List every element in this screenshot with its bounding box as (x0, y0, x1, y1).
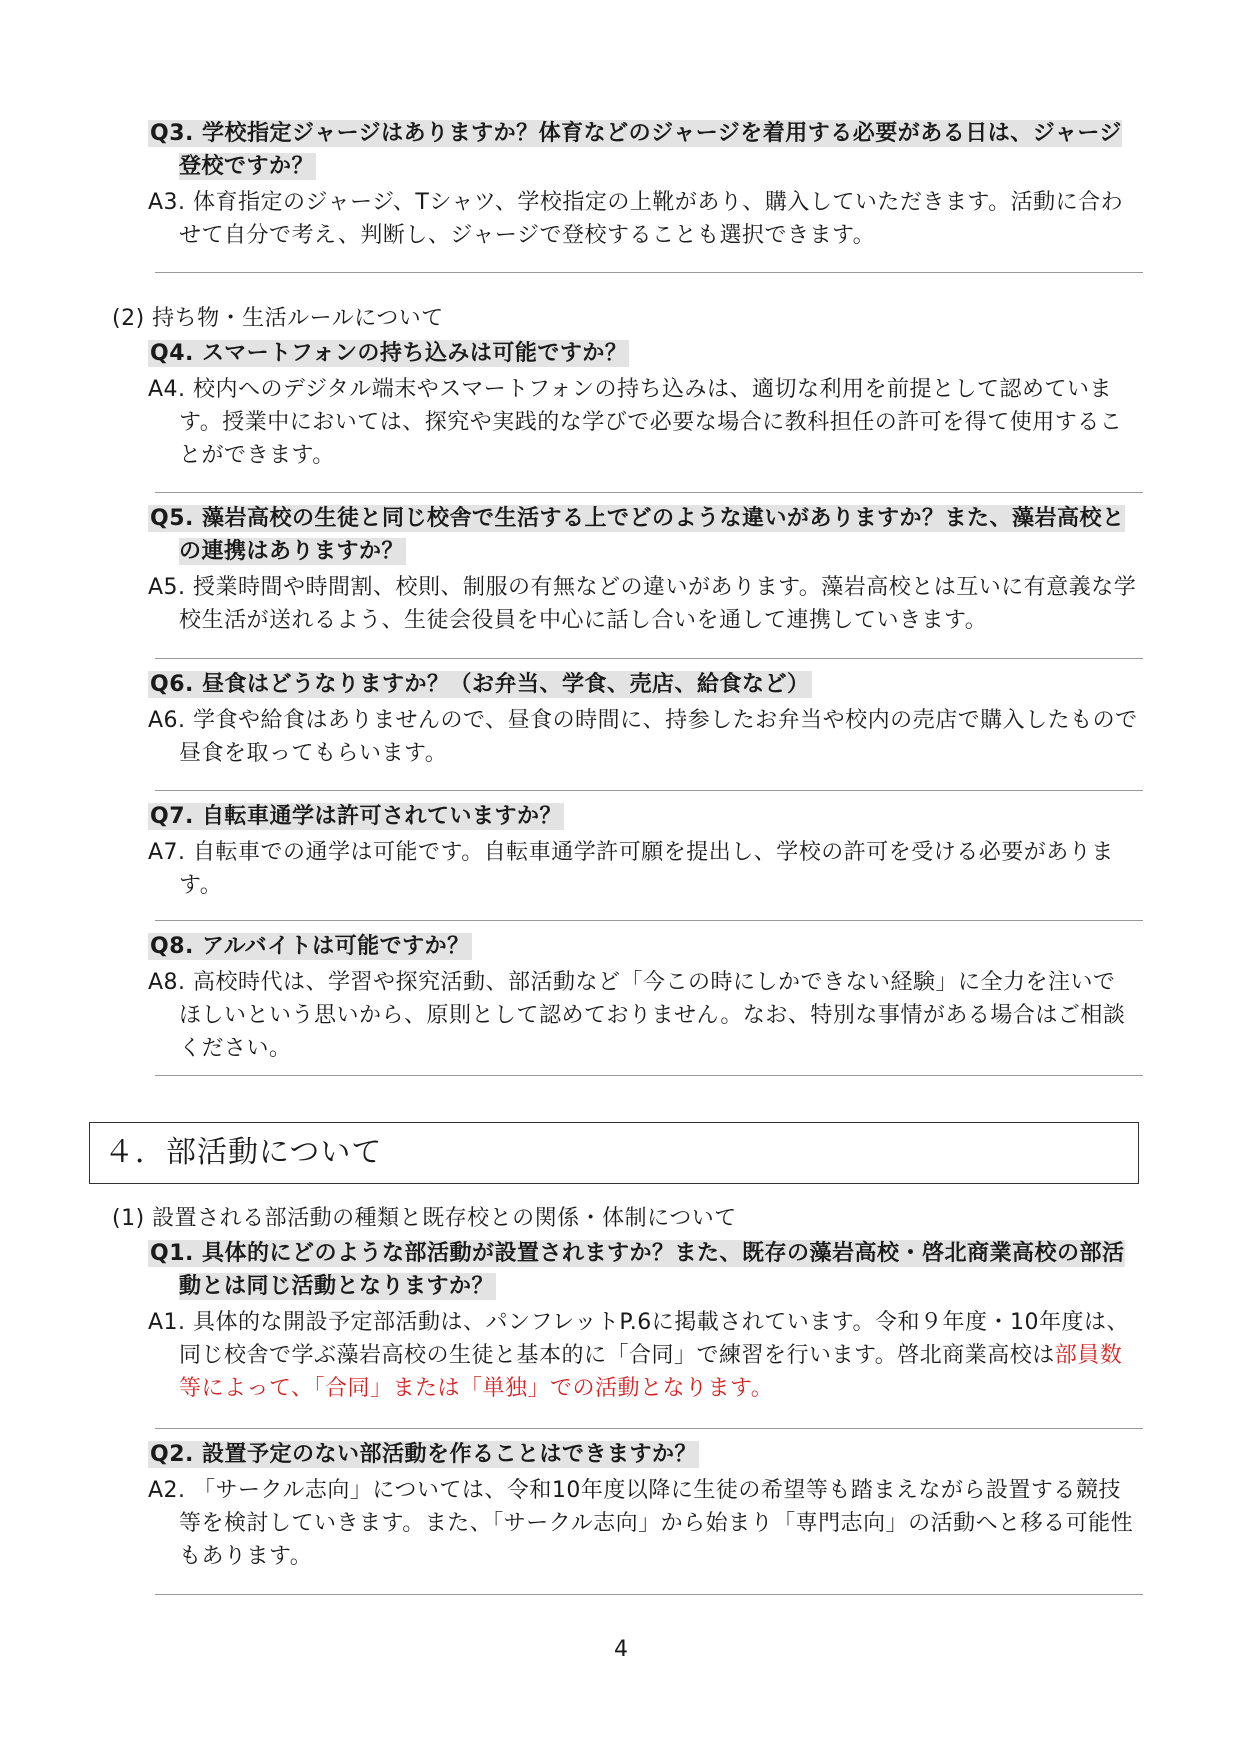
qa-item-q8 (148, 930, 1138, 1065)
subsection-heading-2: (2) 持ち物・生活ルールについて (112, 306, 444, 331)
question-text: Q2. 設置予定のない部活動を作ることはできますか？ (150, 1442, 698, 1467)
question (148, 668, 1138, 701)
qa-item-club-q1 (148, 1237, 1138, 1405)
divider (155, 920, 1143, 921)
subsection-heading-1: (1) 設置される部活動の種類と既存校との関係・体制について (112, 1206, 737, 1231)
qa-item-q5 (148, 502, 1138, 637)
qa-item-q4 (148, 337, 1138, 472)
answer-emphasis-red: 部員数等によって、「合同」または「単独」での活動となります。 (179, 1343, 1123, 1401)
page-number: 4 (614, 1637, 628, 1662)
question-text: Q5. 藻岩高校の生徒と同じ校舎で生活する上でどのような違いがありますか？また、藻岩高校との連携はありますか？ (150, 506, 1125, 564)
answer-text: A7. 自転車での通学は可能です。自転車通学許可願を提出し、学校の許可を受ける必要があります。 (148, 840, 1114, 898)
divider (155, 1428, 1143, 1429)
question-text: Q4. スマートフォンの持ち込みは可能ですか？ (150, 341, 628, 366)
answer-text: A8. 高校時代は、学習や探究活動、部活動など「今この時にしかできない経験」に全力を注いでほしいという思いから、原則として認めておりません。なお、特別な事情がある場合はご相談ください。 (148, 970, 1126, 1061)
answer-text: A4. 校内へのデジタル端末やスマートフォンの持ち込みは、適切な利用を前提として認めています。授業中においては、探究や実践的な学びで必要な場合に教科担任の許可を得て使用することができます。 (148, 377, 1123, 468)
question-text: Q8. アルバイトは可能ですか？ (150, 934, 470, 959)
question-text: Q3. 学校指定ジャージはありますか？体育などのジャージを着用する必要がある日は、ジャージ登校ですか？ (150, 121, 1122, 179)
qa-item-q3 (148, 117, 1138, 252)
divider (155, 1594, 1143, 1595)
divider (155, 272, 1143, 273)
qa-item-q7 (148, 800, 1138, 902)
question-text: Q1. 具体的にどのような部活動が設置されますか？また、既存の藻岩高校・啓北商業高校の部活動とは同じ活動となりますか？ (150, 1241, 1125, 1299)
answer-text: A6. 学食や給食はありませんので、昼食の時間に、持参したお弁当や校内の売店で購入したもので昼食を取ってもらいます。 (148, 708, 1138, 766)
divider (155, 1075, 1143, 1076)
divider (155, 658, 1143, 659)
divider (155, 790, 1143, 791)
answer-text: A2. 「サークル志向」については、令和10年度以降に生徒の希望等も踏まえながら設置する競技等を検討していきます。また、「サークル志向」から始まり「専門志向」の活動へと移る可能性もあります。 (148, 1478, 1134, 1569)
question-text: Q7. 自転車通学は許可されていますか？ (150, 804, 563, 829)
qa-item-club-q2 (148, 1438, 1138, 1573)
question (148, 930, 1138, 963)
section-title: ４．部活動について (104, 1135, 383, 1170)
question (148, 117, 1138, 183)
section-heading-box (89, 1122, 1139, 1184)
question (148, 337, 1138, 370)
answer-text: A3. 体育指定のジャージ、Tシャツ、学校指定の上靴があり、購入していただきます。活動に合わせて自分で考え、判断し、ジャージで登校することも選択できます。 (148, 190, 1124, 248)
question (148, 1438, 1138, 1471)
question-text: Q6. 昼食はどうなりますか？（お弁当、学食、売店、給食など） (150, 672, 810, 697)
question (148, 502, 1138, 568)
question (148, 1237, 1138, 1303)
answer (148, 1306, 1138, 1405)
answer-text: A5. 授業時間や時間割、校則、制服の有無などの違いがあります。藻岩高校とは互いに有意義な学校生活が送れるよう、生徒会役員を中心に話し合いを通して連携していきます。 (148, 575, 1137, 633)
question (148, 800, 1138, 833)
answer-text: A1. 具体的な開設予定部活動は、パンフレットP.6に掲載されています。令和９年度・10年度は、同じ校舎で学ぶ藻岩高校の生徒と基本的に「合同」で練習を行います。啓北商業高校は (148, 1310, 1130, 1368)
qa-item-q6 (148, 668, 1138, 770)
divider (155, 492, 1143, 493)
